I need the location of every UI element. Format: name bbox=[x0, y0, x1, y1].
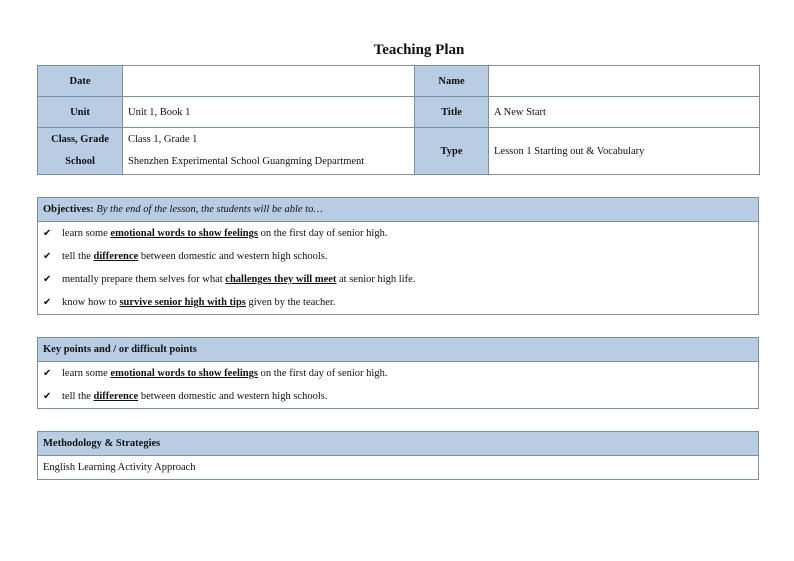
key-points-label: Key points and / or difficult points bbox=[43, 344, 197, 355]
list-item bbox=[38, 362, 758, 385]
info-row-date bbox=[38, 66, 760, 97]
item-emphasis: survive senior high with tips bbox=[119, 297, 246, 308]
item-text: tell the bbox=[62, 391, 94, 402]
item-text: between domestic and western high schools. bbox=[138, 251, 328, 262]
item-text: tell the bbox=[62, 251, 94, 262]
methodology-section bbox=[37, 431, 759, 480]
item-emphasis: emotional words to show feelings bbox=[110, 228, 258, 239]
class-value: Class 1, Grade 1 bbox=[128, 134, 198, 145]
date-label: Date bbox=[38, 66, 123, 97]
unit-label: Unit bbox=[38, 97, 123, 128]
item-text: on the first day of senior high. bbox=[258, 368, 388, 379]
check-icon: ✔ bbox=[43, 391, 52, 402]
methodology-label: Methodology & Strategies bbox=[43, 438, 161, 449]
item-text: mentally prepare them selves for what bbox=[62, 274, 226, 285]
list-item bbox=[38, 291, 758, 314]
item-text: at senior high life. bbox=[336, 274, 416, 285]
objectives-label: Objectives: bbox=[43, 204, 94, 215]
school-label: School bbox=[65, 156, 95, 167]
objectives-header bbox=[38, 198, 758, 222]
type-value[interactable]: Lesson 1 Starting out & Vocabulary bbox=[489, 128, 760, 175]
item-emphasis: emotional words to show feelings bbox=[110, 368, 258, 379]
item-emphasis: challenges they will meet bbox=[225, 274, 337, 285]
check-icon: ✔ bbox=[43, 368, 52, 379]
name-label: Name bbox=[415, 66, 489, 97]
class-school-value[interactable] bbox=[123, 128, 415, 175]
item-text: know how to bbox=[62, 297, 120, 308]
check-icon: ✔ bbox=[43, 297, 52, 308]
check-icon: ✔ bbox=[43, 274, 52, 285]
item-text: given by the teacher. bbox=[245, 297, 336, 308]
methodology-header bbox=[38, 432, 758, 456]
list-item bbox=[38, 268, 758, 291]
check-icon: ✔ bbox=[43, 228, 52, 239]
page-title: Teaching Plan bbox=[373, 42, 465, 58]
info-table bbox=[37, 65, 760, 175]
unit-value[interactable]: Unit 1, Book 1 bbox=[123, 97, 415, 128]
title-label: Title bbox=[415, 97, 489, 128]
item-text: learn some bbox=[62, 228, 111, 239]
list-item bbox=[38, 385, 758, 408]
type-label: Type bbox=[415, 128, 489, 175]
info-row-class bbox=[38, 128, 760, 175]
info-row-unit bbox=[38, 97, 760, 128]
school-value: Shenzhen Experimental School Guangming Department bbox=[128, 156, 365, 167]
key-points-section bbox=[37, 337, 759, 409]
list-item bbox=[38, 222, 758, 245]
objectives-section bbox=[37, 197, 759, 315]
methodology-value[interactable]: English Learning Activity Approach bbox=[43, 462, 196, 473]
item-text: on the first day of senior high. bbox=[258, 228, 388, 239]
item-emphasis: difference bbox=[93, 251, 139, 262]
class-grade-label: Class, Grade bbox=[51, 134, 109, 145]
class-school-label bbox=[38, 128, 123, 175]
objectives-intro: By the end of the lesson, the students will be able to… bbox=[96, 204, 323, 215]
item-emphasis: difference bbox=[93, 391, 139, 402]
list-item bbox=[38, 245, 758, 268]
name-value[interactable] bbox=[489, 66, 760, 97]
item-text: learn some bbox=[62, 368, 111, 379]
date-value[interactable] bbox=[123, 66, 415, 97]
title-value[interactable]: A New Start bbox=[489, 97, 760, 128]
key-points-header bbox=[38, 338, 758, 362]
check-icon: ✔ bbox=[43, 251, 52, 262]
item-text: between domestic and western high schools. bbox=[138, 391, 328, 402]
